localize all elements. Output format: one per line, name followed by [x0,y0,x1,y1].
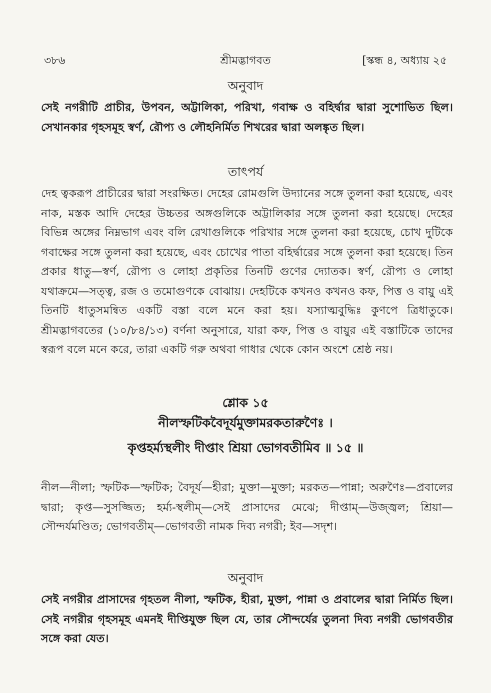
translation-heading: অনুবাদ [227,78,264,93]
page-number: ৩৮৬ [44,54,66,67]
verse-heading: শ্লোক ১৫ [222,395,269,410]
verse-line-1: নীলস্ফটিকবৈদূর্যমুক্তামরকতারুণৈঃ । [158,415,333,430]
purport-heading: তাৎপর্য [227,164,264,179]
translation-2-text: সেই নগরীর প্রাসাদের গৃহতল নীলা, স্ফটিক, হীরা, মুক্তা, পান্না ও প্রবালের দ্বারা নির্মিত ছিল। সেই নগরীর গৃহসমূহ এমনই দীপ্তিযুক্ত ছিল যে, তার সৌন্দর্যের তুলনা দিব্য নগরী ভোগবতীর সঙ্গে করা যেত। [41,592,453,646]
translation-2-heading: অনুবাদ [227,570,264,585]
chapter-info: [স্কন্ধ ৪, অধ্যায় ২৫ [362,54,447,67]
book-title: শ্রীমদ্ভাগবত [220,54,271,67]
purport-text: দেহ ত্বকরূপ প্রাচীরের দ্বারা সংরক্ষিত। দেহের রোমগুলি উদ্যানের সঙ্গে তুলনা করা হয়েছে, এবং নাক, মস্তক আদি দেহের উচ্চতর অঙ্গগুলিকে অট্টালিকার সঙ্গে তুলনা করা হয়েছে। দেহের বিভিন্ন অঙ্গের নিম্নভাগ এবং বলি রেখাগুলিকে পরিখার সঙ্গে তুলনা করা হয়েছে, চোখ দুটিকে গবাক্ষের সঙ্গে তুলনা করা হয়েছে, এবং চোখের পাতা বহির্দ্বারের সঙ্গে তুলনা করা হয়েছে। তিন প্রকার ধাতু—স্বর্ণ, রৌপ্য ও লোহা প্রকৃতির তিনটি গুণের দ্যোতক। স্বর্ণ, রৌপ্য ও লোহা যথাক্রমে—সত্ত্ব, রজ ও তমোগুণকে বোঝায়। দেহটিকে কখনও কখনও কফ, পিত্ত ও বায়ু এই তিনটি ধাতুসমন্বিত একটি বস্তা বলে মনে করা হয়। যস্যাত্মবুদ্ধিঃ কুণপে ত্রিধাতুকে। শ্রীমদ্ভাগবতের (১০/৮৪/১৩) বর্ণনা অনুসারে, যারা কফ, পিত্ত ও বায়ুর এই বস্তাটিকে তাদের স্বরূপ বলে মনে করে, তারা একটি গরু অথবা গাধার থেকে কোন অংশে শ্রেষ্ঠ নয়। [41,187,454,356]
translation-text: সেই নগরীটি প্রাচীর, উপবন, অট্টালিকা, পরিখা, গবাক্ষ ও বহির্দ্বার দ্বারা সুশোভিত ছিল। সেখানকার গৃহসমূহ স্বর্ণ, রৌপ্য ও লৌহনির্মিত শিখরের দ্বারা অলঙ্কৃত ছিল। [41,100,453,134]
verse-line-2: কৃপ্তহর্ম্যস্থলীং দীপ্তাং শ্রিয়া ভোগবতীমিব ॥ ১৫ ॥ [127,440,364,455]
synonyms-text: নীল—নীলা; স্ফটিক—স্ফটিক; বৈদূর্য—হীরা; মুক্তা—মুক্তা; মরকত—পান্না; অরুণৈঃ—প্রবালের দ্বারা; কৃপ্ত—সুসজ্জিত; হর্ম্য-স্থলীম্—সেই প্রাসাদের মেঝে; দীপ্তাম্—উজ্জ্বল; শ্রিয়া—সৌন্দর্যমণ্ডিত; ভোগবতীম্—ভোগবতী নামক দিব্য নগরী; ইব—সদৃশ। [41,481,453,534]
